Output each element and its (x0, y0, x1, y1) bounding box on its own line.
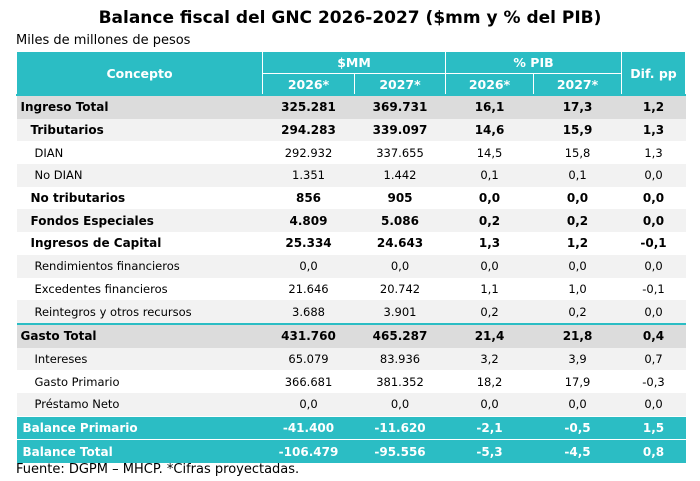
row-label: No tributarios (30, 191, 126, 206)
table-row (17, 348, 686, 371)
cell-mm-2027: 465.287 (355, 324, 446, 348)
row-label: Balance Total (17, 440, 263, 463)
cell-mm-2026: 25.334 (285, 236, 332, 251)
cell-pib-2026: -2,1 (446, 416, 534, 440)
cell-dif: 1,2 (622, 95, 686, 119)
cell-pib-2027: 0,0 (534, 393, 622, 416)
cell-mm-2027: 369.731 (355, 95, 446, 119)
cell-mm-2027: 0,0 (355, 255, 446, 278)
cell-pib-2026: 1,1 (480, 281, 499, 296)
cell-mm-2027: 337.655 (376, 145, 424, 160)
cell-dif: 1,3 (622, 119, 686, 142)
header-concept: Concepto (17, 52, 263, 96)
cell-pib-2027: 0,2 (534, 300, 622, 324)
cell-dif: 0,0 (622, 255, 686, 278)
cell-mm-2027: 0,0 (355, 393, 446, 416)
cell-pib-2027: -0,5 (534, 416, 622, 440)
row-label: Fondos Especiales (17, 209, 263, 232)
cell-pib-2027: 17,3 (534, 95, 622, 119)
header-mm-2026: 2026* (263, 74, 355, 96)
table-row (17, 370, 686, 393)
page-title: Balance fiscal del GNC 2026-2027 ($mm y % del PIB) (98, 8, 602, 28)
cell-pib-2026: 0,0 (478, 191, 501, 206)
cell-mm-2027: -95.556 (355, 440, 446, 463)
cell-dif: 0,7 (622, 348, 686, 371)
table-row (17, 255, 686, 278)
row-label: No DIAN (17, 164, 263, 187)
cell-pib-2026: 1,3 (478, 236, 501, 251)
row-label: Ingreso Total (17, 95, 263, 119)
cell-mm-2027: 339.097 (355, 119, 446, 142)
cell-pib-2026: 0,1 (446, 164, 534, 187)
cell-mm-2027: 20.742 (379, 281, 421, 296)
table-row (17, 187, 686, 210)
cell-dif: 0,0 (622, 209, 686, 232)
cell-mm-2026: 294.283 (263, 119, 355, 142)
row-label: Ingresos de Capital (30, 236, 162, 251)
row-label: Gasto Total (17, 324, 263, 348)
cell-pib-2027: 3,9 (534, 348, 622, 371)
cell-dif: 0,8 (622, 440, 686, 463)
source-note: Fuente: DGPM – MHCP. *Cifras proyectadas. (16, 462, 300, 477)
cell-pib-2026: 14,5 (476, 145, 503, 160)
cell-pib-2027: 0,1 (534, 164, 622, 187)
cell-pib-2027: 0,0 (566, 191, 589, 206)
cell-pib-2026: 18,2 (476, 374, 503, 389)
table-row (17, 232, 686, 255)
cell-dif: 0,0 (622, 164, 686, 187)
table-row (17, 278, 686, 301)
cell-dif: -0,3 (642, 374, 665, 389)
table-row (17, 95, 686, 119)
cell-mm-2027: 5.086 (355, 209, 446, 232)
cell-pib-2027: 1,2 (566, 236, 589, 251)
header-mm: $MM (263, 52, 446, 74)
cell-pib-2027: -4,5 (534, 440, 622, 463)
table-row (17, 324, 686, 348)
fiscal-balance-table (16, 51, 686, 463)
cell-mm-2026: -41.400 (263, 416, 355, 440)
cell-pib-2027: 15,8 (564, 145, 591, 160)
table-row (17, 119, 686, 142)
cell-mm-2026: 366.681 (284, 374, 333, 389)
cell-mm-2026: 856 (295, 191, 322, 206)
table-row (17, 141, 686, 164)
cell-dif: -0,1 (642, 281, 665, 296)
table-row (17, 164, 686, 187)
cell-mm-2026: 21.646 (288, 281, 329, 296)
cell-mm-2027: 1.442 (355, 164, 446, 187)
cell-dif: 0,4 (622, 324, 686, 348)
cell-pib-2026: 3,2 (446, 348, 534, 371)
table-row (17, 416, 686, 440)
cell-pib-2027: 15,9 (534, 119, 622, 142)
cell-mm-2026: 1.351 (263, 164, 355, 187)
cell-mm-2027: 83.936 (355, 348, 446, 371)
cell-mm-2026: 0,0 (263, 393, 355, 416)
cell-mm-2026: 0,0 (263, 255, 355, 278)
cell-mm-2026: 292.932 (284, 145, 333, 160)
cell-pib-2026: 0,0 (446, 393, 534, 416)
cell-pib-2026: 0,2 (446, 209, 534, 232)
cell-pib-2026: 14,6 (446, 119, 534, 142)
cell-pib-2027: 17,9 (564, 374, 591, 389)
cell-mm-2027: 24.643 (376, 236, 424, 251)
cell-pib-2027: 21,8 (534, 324, 622, 348)
row-label: DIAN (34, 145, 64, 160)
cell-pib-2026: 0,0 (446, 255, 534, 278)
cell-mm-2027: 905 (387, 191, 413, 206)
row-label: Balance Primario (17, 416, 263, 440)
header-pib: % PIB (446, 52, 622, 74)
row-label: Intereses (17, 348, 263, 371)
header-pib-2026: 2026* (446, 74, 534, 96)
cell-mm-2027: -11.620 (355, 416, 446, 440)
cell-mm-2026: 4.809 (263, 209, 355, 232)
cell-dif: 1,5 (622, 416, 686, 440)
cell-pib-2026: 21,4 (446, 324, 534, 348)
cell-pib-2026: 0,2 (446, 300, 534, 324)
row-label: Reintegros y otros recursos (17, 300, 263, 324)
cell-mm-2026: 431.760 (263, 324, 355, 348)
cell-dif: 0,0 (642, 191, 665, 206)
cell-mm-2026: 325.281 (263, 95, 355, 119)
cell-mm-2026: 3.688 (263, 300, 355, 324)
units-note: Miles de millones de pesos (16, 33, 191, 48)
cell-pib-2027: 1,0 (568, 281, 587, 296)
table-row (17, 300, 686, 324)
row-label: Tributarios (17, 119, 263, 142)
cell-dif: 1,3 (644, 145, 663, 160)
cell-dif: -0,1 (640, 236, 667, 251)
header-mm-2027: 2027* (355, 74, 446, 96)
row-label: Préstamo Neto (17, 393, 263, 416)
cell-mm-2027: 381.352 (376, 374, 424, 389)
header-pib-2027: 2027* (534, 74, 622, 96)
row-label: Gasto Primario (34, 374, 120, 389)
row-label: Excedentes financieros (34, 281, 168, 296)
header-dif: Dif. pp (622, 52, 686, 96)
cell-mm-2027: 3.901 (355, 300, 446, 324)
cell-pib-2027: 0,0 (534, 255, 622, 278)
table-row (17, 440, 686, 463)
cell-pib-2026: 16,1 (446, 95, 534, 119)
cell-pib-2027: 0,2 (534, 209, 622, 232)
cell-mm-2026: 65.079 (263, 348, 355, 371)
cell-dif: 0,0 (622, 393, 686, 416)
cell-dif: 0,0 (622, 300, 686, 324)
table-row (17, 393, 686, 416)
table-row (17, 209, 686, 232)
cell-pib-2026: -5,3 (446, 440, 534, 463)
row-label: Rendimientos financieros (17, 255, 263, 278)
cell-mm-2026: -106.479 (263, 440, 355, 463)
